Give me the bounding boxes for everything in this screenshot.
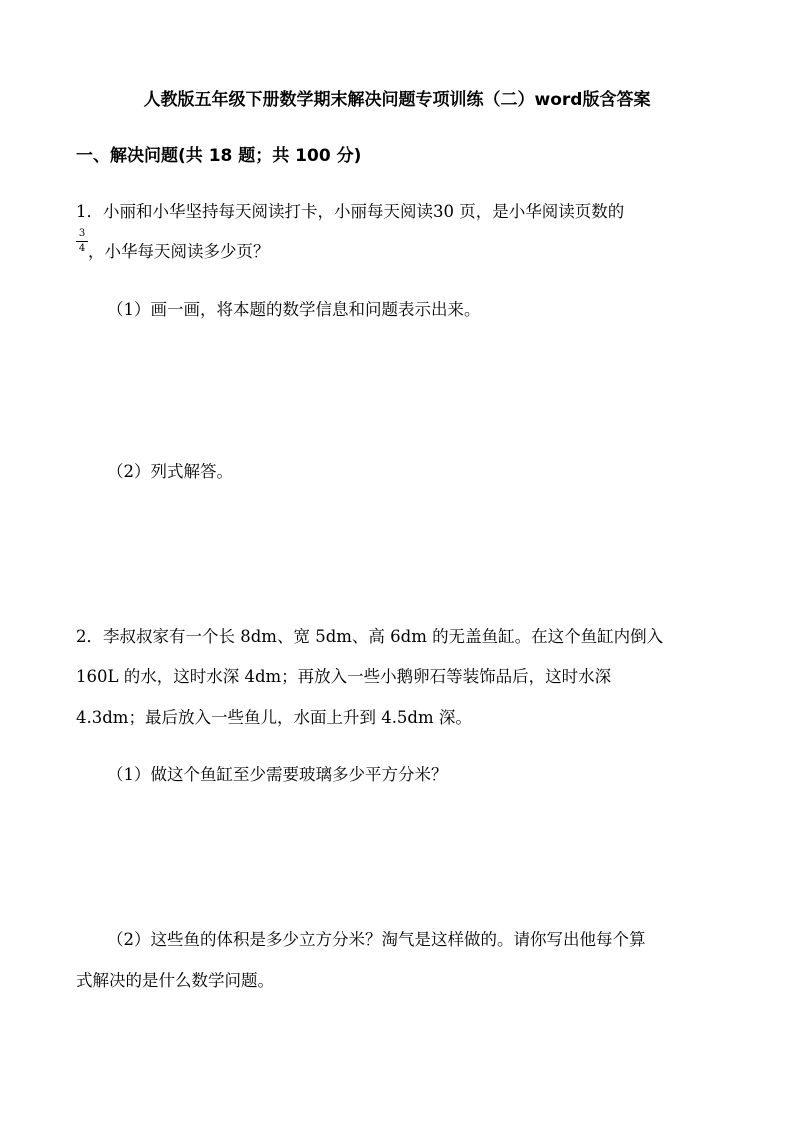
question-2-line-1: 2．李叔叔家有一个长 8dm、宽 5dm、高 6dm 的无盖鱼缸。在这个鱼缸内倒入 [76,627,664,646]
fraction-denominator: 4 [78,243,86,254]
question-1-line-2: ，小华每天阅读多少页？ [88,242,270,261]
question-1-part-2: （2）列式解答。 [107,462,233,481]
fraction-bar [76,241,88,242]
page-title: 人教版五年级下册数学期末解决问题专项训练（二）word版含答案 [143,90,651,110]
question-1-line-1: 1．小丽和小华坚持每天阅读打卡，小丽每天阅读30 页，是小华阅读页数的 [76,202,625,221]
question-2-line-3: 4.3dm；最后放入一些鱼儿，水面上升到 4.5dm 深。 [76,708,472,727]
question-2-part-2-line-2: 式解决的是什么数学问题。 [76,971,274,990]
question-2-line-2: 160L 的水，这时水深 4dm；再放入一些小鹅卵石等装饰品后，这时水深 [76,667,612,686]
section-heading: 一、解决问题(共 18 题；共 100 分) [76,146,362,166]
fraction-numerator: 3 [78,228,86,239]
question-2-part-2-line-1: （2）这些鱼的体积是多少立方分米？淘气是这样做的。请你写出他每个算 [107,930,646,949]
question-2-part-1: （1）做这个鱼缸至少需要玻璃多少平方分米？ [107,765,448,784]
fraction-three-quarters [76,228,88,255]
question-1-part-1: （1）画一画，将本题的数学信息和问题表示出来。 [107,300,481,319]
